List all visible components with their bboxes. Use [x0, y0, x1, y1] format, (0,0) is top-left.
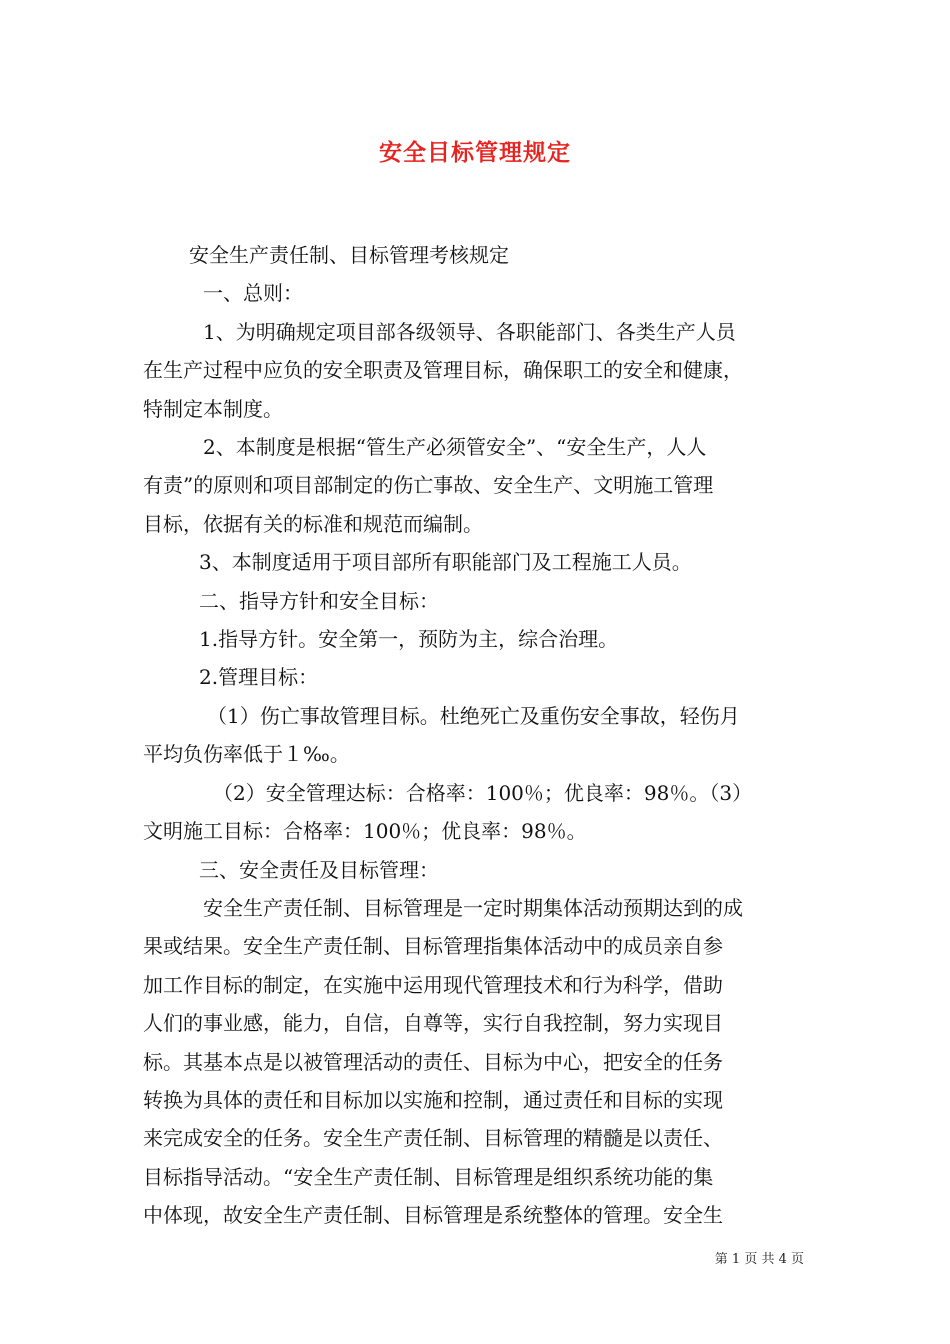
paragraph-line: 果或结果。安全生产责任制、目标管理指集体活动中的成员亲自参	[143, 934, 723, 959]
paragraph-line: 人们的事业感，能力，自信，自尊等，实行自我控制，努力实现目	[143, 1011, 723, 1036]
paragraph-line: 平均负伤率低于１‰。	[143, 742, 350, 767]
paragraph-line: 2、本制度是根据“管生产必须管安全”、“安全生产，人人	[203, 435, 707, 460]
section-heading-general: 一、总则：	[203, 281, 303, 306]
paragraph-line: 有责”的原则和项目部制定的伤亡事故、安全生产、文明施工管理	[143, 473, 714, 498]
paragraph-line: 来完成安全的任务。安全生产责任制、目标管理的精髓是以责任、	[143, 1126, 723, 1151]
paragraph-line: 安全生产责任制、目标管理是一定时期集体活动预期达到的成	[203, 895, 743, 920]
page-number: 第 1 页 共 4 页	[714, 1252, 804, 1267]
paragraph-line: 标。其基本点是以被管理活动的责任、目标为中心，把安全的任务	[143, 1049, 723, 1074]
section-heading-responsibility: 三、安全责任及目标管理：	[199, 857, 439, 882]
paragraph-line: （1）伤亡事故管理目标。杜绝死亡及重伤安全事故，轻伤月	[207, 703, 740, 728]
section-heading-guidelines: 二、指导方针和安全目标：	[199, 588, 439, 613]
paragraph-line: 2.管理目标：	[199, 665, 319, 690]
paragraph-line: 特制定本制度。	[143, 396, 283, 421]
document-body	[143, 236, 808, 1235]
paragraph-line: 1、为明确规定项目部各级领导、各职能部门、各类生产人员	[203, 319, 736, 344]
paragraph-line: （2）安全管理达标：合格率：100％；优良率：98％。（3）	[213, 780, 753, 805]
paragraph-line: 文明施工目标：合格率：100％；优良率：98％。	[143, 819, 587, 844]
paragraph-line: 3、本制度适用于项目部所有职能部门及工程施工人员。	[199, 550, 692, 575]
paragraph-line: 在生产过程中应负的安全职责及管理目标，确保职工的安全和健康，	[143, 358, 743, 383]
paragraph-line: 加工作目标的制定，在实施中运用现代管理技术和行为科学，借助	[143, 972, 723, 997]
paragraph-line: 目标指导活动。“安全生产责任制、目标管理是组织系统功能的集	[143, 1164, 714, 1189]
document-title: 安全目标管理规定	[379, 139, 571, 166]
paragraph-line: 转换为具体的责任和目标加以实施和控制，通过责任和目标的实现	[143, 1087, 723, 1112]
paragraph-line: 目标，依据有关的标准和规范而编制。	[143, 511, 483, 536]
paragraph-line: 1.指导方针。安全第一，预防为主，综合治理。	[199, 627, 619, 652]
subtitle-line: 安全生产责任制、目标管理考核规定	[189, 243, 509, 267]
paragraph-line: 中体现，故安全生产责任制、目标管理是系统整体的管理。安全生	[143, 1203, 723, 1228]
